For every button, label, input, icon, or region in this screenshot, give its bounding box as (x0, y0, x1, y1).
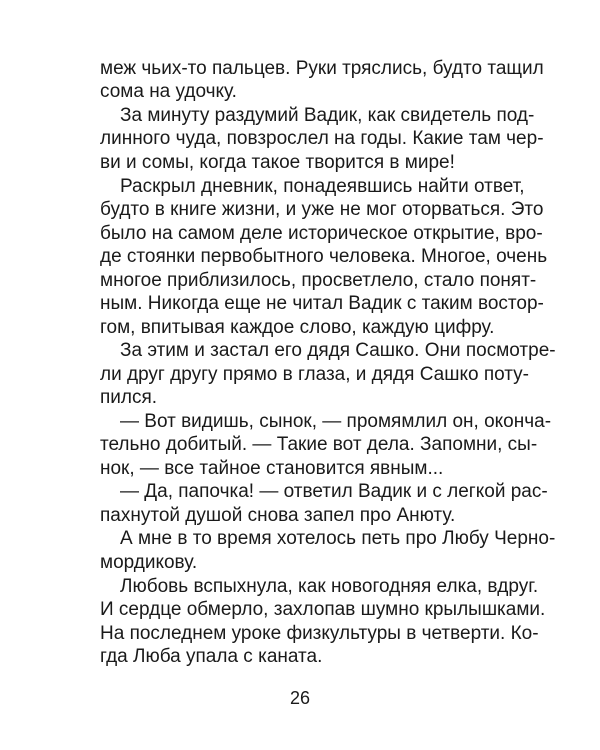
text-line: ви и сомы, когда такое творится в мире! (100, 152, 455, 173)
text-line: За этим и застал его дядя Сашко. Они посмотре- (120, 340, 556, 361)
text-line: будто в книге жизни, и уже не мог оторваться. Это (100, 199, 544, 220)
text-line: пился. (100, 387, 158, 408)
text-line: Любовь вспыхнула, как новогодняя елка, вдруг. (120, 576, 539, 597)
text-line: многое приблизилось, просветлело, стало понят- (100, 270, 537, 291)
text-line: тельно добитый. — Такие вот дела. Запомни, сы- (100, 434, 538, 455)
text-line: гда Люба упала с каната. (100, 646, 323, 667)
text-line: мордикову. (100, 552, 198, 573)
text-line: — Да, папочка! — ответил Вадик и с легкой рас- (120, 481, 548, 502)
page-number: 26 (289, 688, 311, 708)
text-line: гом, впитывая каждое слово, каждую цифру. (100, 317, 495, 338)
text-line: Раскрыл дневник, понадеявшись найти ответ, (120, 176, 525, 197)
text-line: И сердце обмерло, захлопав шумно крылышками. (100, 599, 546, 620)
text-line: На последнем уроке физкультуры в четверти. Ко- (100, 623, 539, 644)
text-line: сома на удочку. (100, 81, 237, 102)
text-line: меж чьих-то пальцев. Руки тряслись, будто тащил (100, 58, 544, 79)
text-line: ным. Никогда еще не читал Вадик с таким востор- (100, 293, 544, 314)
text-line: — Вот видишь, сынок, — промямлил он, оконча- (120, 411, 552, 432)
text-line: пахнутой душой снова запел про Анюту. (100, 505, 456, 526)
text-line: ли друг другу прямо в глаза, и дядя Сашко поту- (100, 364, 529, 385)
text-line: За минуту раздумий Вадик, как свидетель под- (120, 105, 535, 126)
text-line: было на самом деле историческое открытие, вро- (100, 223, 543, 244)
text-line: нок, — все тайное становится явным... (100, 458, 444, 479)
text-line: линного чуда, повзрослел на годы. Какие там чер- (100, 128, 544, 149)
text-line: А мне в то время хотелось петь про Любу Черно- (120, 528, 556, 549)
text-line: де стоянки первобытного человека. Многое, очень (100, 246, 548, 267)
